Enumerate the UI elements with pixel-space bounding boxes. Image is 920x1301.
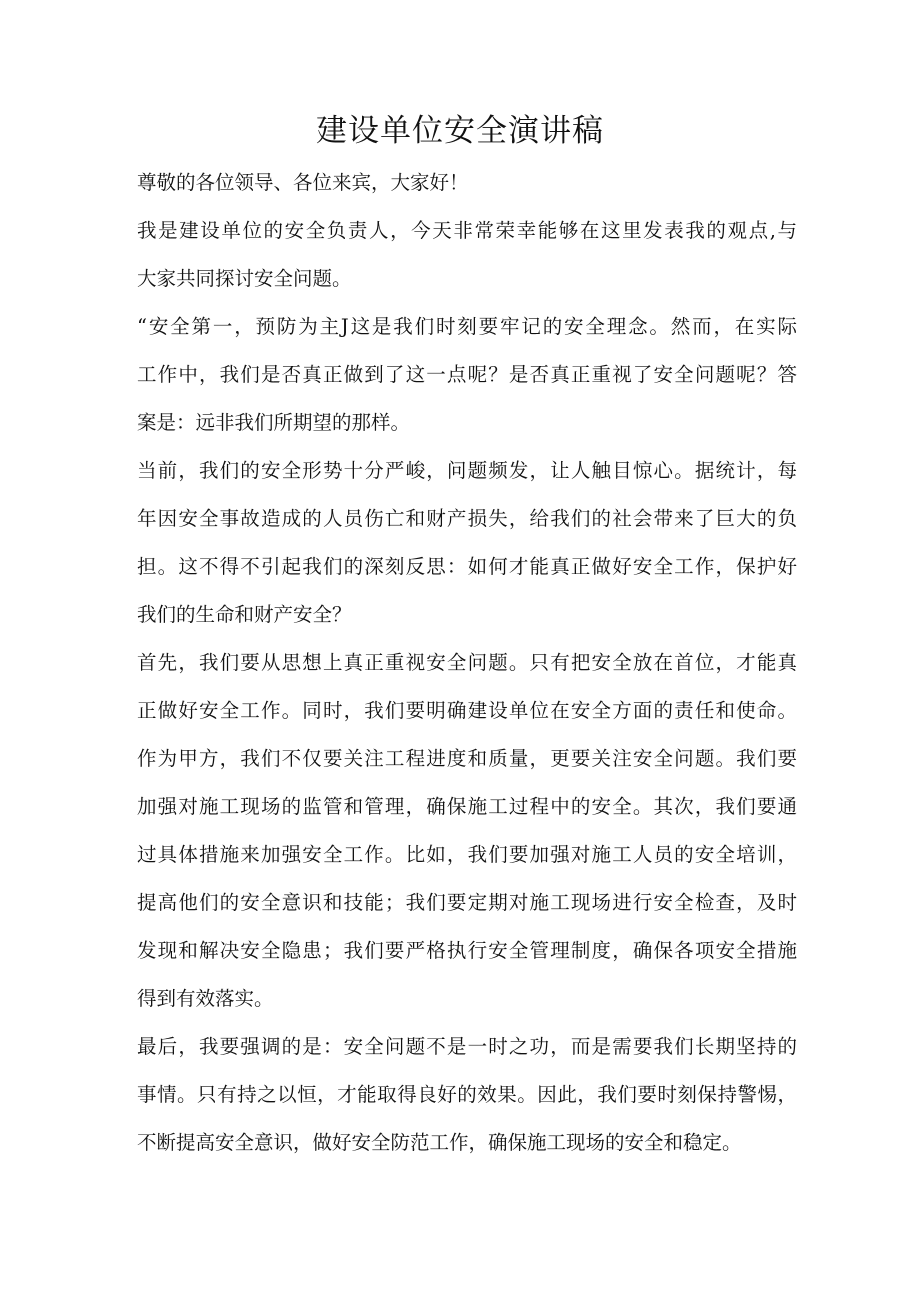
text-line: 年因安全事故造成的人员伤亡和财产损失，给我们的社会带来了巨大的负	[137, 507, 797, 530]
text-line: 案是：远非我们所期望的那样。	[137, 411, 411, 434]
text-line: 提高他们的安全意识和技能；我们要定期对施工现场进行安全检查，及时	[137, 891, 797, 914]
text-line: 不断提高安全意识，做好安全防范工作，确保施工现场的安全和稳定。	[137, 1131, 742, 1154]
text-line: 作为甲方，我们不仅要关注工程进度和质量，更要关注安全问题。我们要	[137, 747, 797, 770]
text-line: 发现和解决安全隐患；我们要严格执行安全管理制度，确保各项安全措施	[137, 939, 797, 962]
document-title: 建设单位安全演讲稿	[316, 113, 604, 149]
text-line: “安全第一，预防为主J这是我们时刻要牢记的安全理念。然而，在实际	[137, 315, 797, 338]
text-line: 我是建设单位的安全负责人，今天非常荣幸能够在这里发表我的观点,与	[137, 219, 797, 242]
text-line: 工作中，我们是否真正做到了这一点呢？是否真正重视了安全问题呢？答	[137, 363, 797, 386]
text-line: 尊敬的各位领导、各位来宾，大家好！	[137, 171, 469, 194]
text-line: 过具体措施来加强安全工作。比如，我们要加强对施工人员的安全培训，	[137, 843, 797, 866]
text-line: 首先，我们要从思想上真正重视安全问题。只有把安全放在首位，才能真	[137, 651, 797, 674]
text-line: 得到有效落实。	[137, 987, 274, 1010]
text-line: 当前，我们的安全形势十分严峻，问题频发，让人触目惊心。据统计，每	[137, 459, 797, 482]
text-line: 大家共同探讨安全问题。	[137, 267, 352, 290]
text-line: 正做好安全工作。同时，我们要明确建设单位在安全方面的责任和使命。	[137, 699, 797, 722]
text-line: 担。这不得不引起我们的深刻反思：如何才能真正做好安全工作，保护好	[137, 555, 797, 578]
text-line: 最后，我要强调的是：安全问题不是一时之功，而是需要我们长期坚持的	[137, 1035, 797, 1058]
text-line: 我们的生命和财产安全？	[137, 603, 352, 626]
text-line: 事情。只有持之以恒，才能取得良好的效果。因此，我们要时刻保持警惕，	[137, 1083, 797, 1106]
text-line: 加强对施工现场的监管和管理，确保施工过程中的安全。其次，我们要通	[137, 795, 797, 818]
